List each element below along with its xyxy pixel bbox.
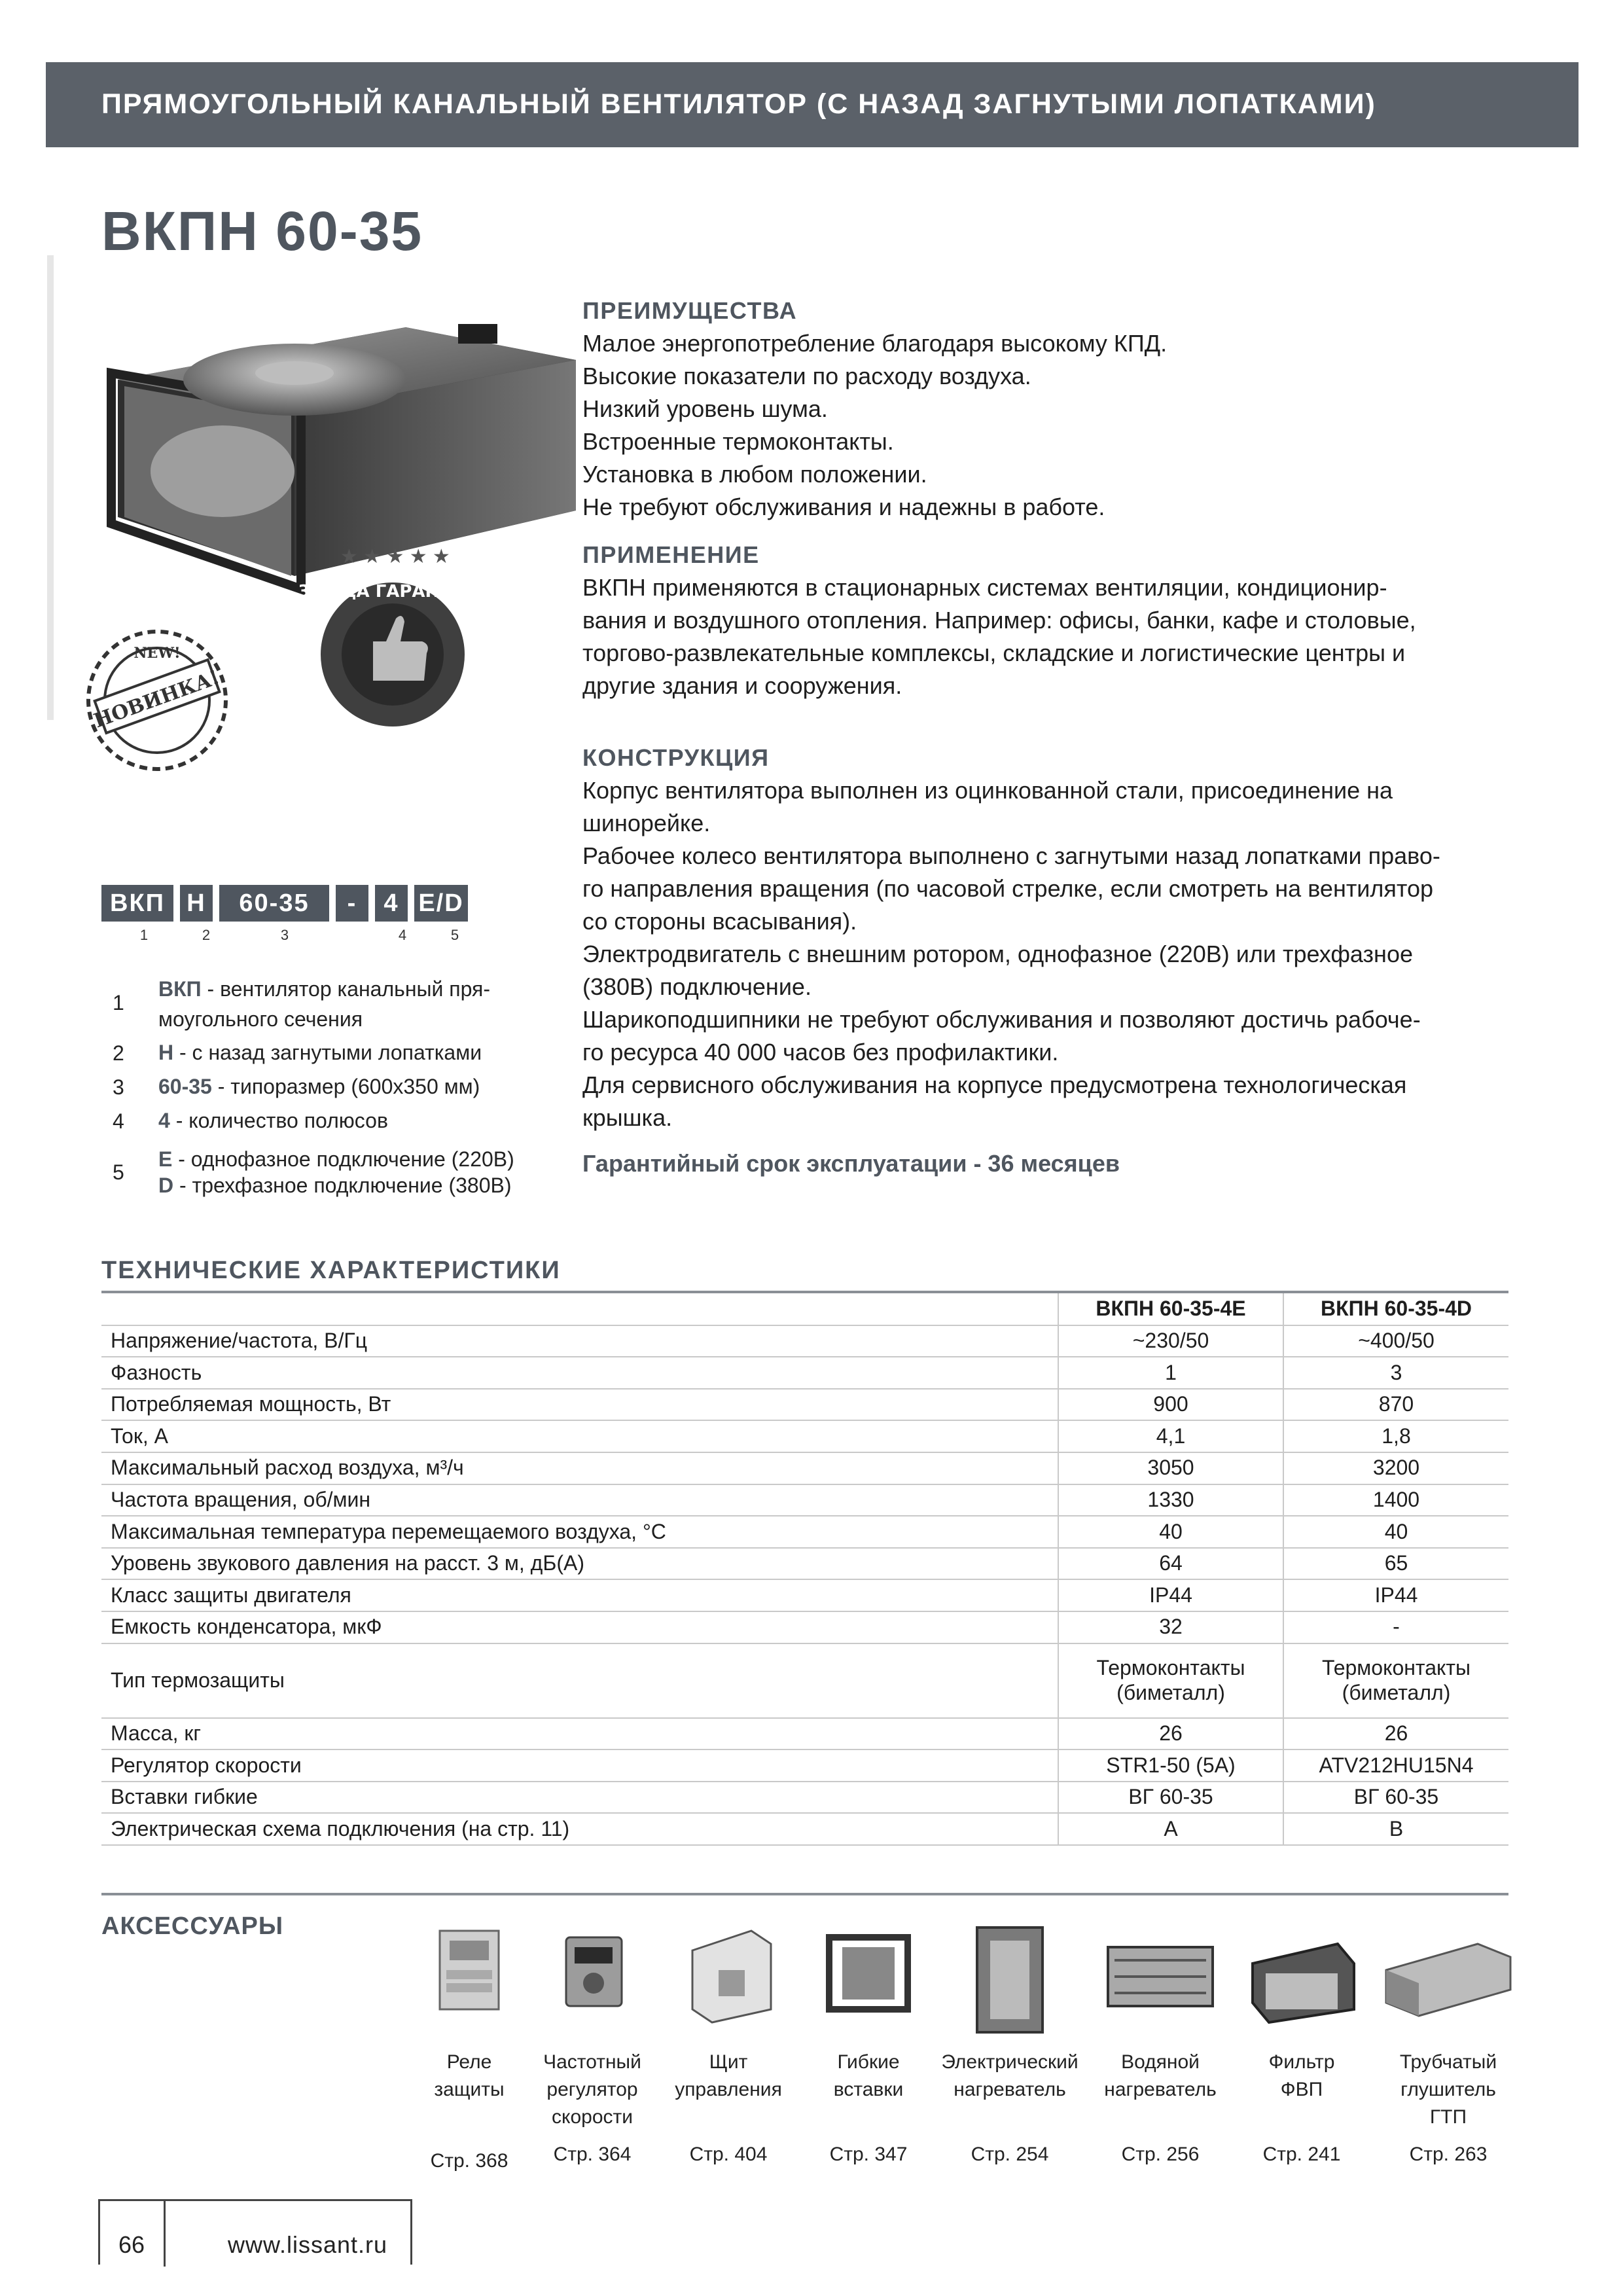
cell-value: - <box>1283 1611 1508 1643</box>
accessory-label: нагреватель <box>954 2079 1066 2100</box>
table-row <box>101 1782 1508 1814</box>
accessory-label: защиты <box>434 2079 505 2100</box>
warranty-badge <box>298 546 488 726</box>
construction-line: Электродвигатель с внешним ротором, однофазное (220В) или трехфазное <box>582 941 1413 967</box>
legend-key: ВКП <box>158 977 202 1001</box>
legend-num: 2 <box>113 1041 124 1065</box>
page-title: ВКПН 60-35 <box>101 200 423 262</box>
legend-key: 60-35 <box>158 1075 212 1098</box>
accessory-item[interactable] <box>660 1918 797 2165</box>
cell-value: 26 <box>1283 1718 1508 1750</box>
advantage-line: Высокие показатели по расходу воздуха. <box>582 363 1031 389</box>
legend-num: 4 <box>113 1109 124 1133</box>
advantages-section <box>582 295 1525 524</box>
cell-value: ATV212HU15N4 <box>1283 1749 1508 1782</box>
advantage-line: Установка в любом положении. <box>582 461 927 488</box>
construction-line: го ресурса 40 000 часов без профилактики. <box>582 1039 1059 1066</box>
table-row <box>101 1548 1508 1580</box>
accessory-label: Водяной <box>1121 2051 1200 2073</box>
cell-value <box>1058 1643 1283 1718</box>
warranty-text: 3 ГОДА ГАРАНТИИ! <box>298 582 488 601</box>
accessory-label: Реле <box>446 2051 492 2073</box>
header-title: ПРЯМОУГОЛЬНЫЙ КАНАЛЬНЫЙ ВЕНТИЛЯТОР (С НАЗАД ЗАГНУТЫМИ ЛОПАТКАМИ) <box>101 88 1376 120</box>
code-index: 2 <box>202 927 211 943</box>
row-label: Регулятор скорости <box>101 1749 1058 1782</box>
table-header-row <box>101 1293 1508 1325</box>
accessory-page-link[interactable]: Стр. 404 <box>689 2144 768 2165</box>
row-label: Максимальная температура перемещаемого воздуха, °С <box>101 1516 1058 1548</box>
header-bar <box>46 62 1578 147</box>
accessories-divider <box>101 1893 1508 1895</box>
construction-line: Для сервисного обслуживания на корпусе предусмотрена технологическая <box>582 1071 1407 1098</box>
cell-value: 900 <box>1058 1389 1283 1421</box>
legend-key: Н <box>158 1041 174 1064</box>
row-label: Масса, кг <box>101 1718 1058 1750</box>
cell-value: ВГ 60-35 <box>1283 1782 1508 1814</box>
control-panel-icon <box>673 1918 784 2036</box>
new-badge <box>88 632 226 769</box>
cell-value: 870 <box>1283 1389 1508 1421</box>
code-box-type: ВКП <box>101 885 173 922</box>
cell-value: 1 <box>1058 1357 1283 1389</box>
legend-key: 4 <box>158 1109 170 1132</box>
table-row <box>101 1389 1508 1421</box>
construction-heading: КОНСТРУКЦИЯ <box>582 744 770 771</box>
cell-value: 3 <box>1283 1357 1508 1389</box>
frequency-drive-icon <box>537 1918 648 2036</box>
accessory-label: регулятор <box>546 2079 638 2100</box>
cell-value: 26 <box>1058 1718 1283 1750</box>
table-row <box>101 1749 1508 1782</box>
water-heater-icon <box>1098 1918 1222 2036</box>
filter-icon <box>1240 1918 1364 2036</box>
code-box-poles: 4 <box>375 885 408 922</box>
column-header: ВКПН 60-35-4E <box>1058 1293 1283 1325</box>
construction-line: го направления вращения (по часовой стрелке, если смотреть на вентилятор <box>582 875 1434 902</box>
legend-desc: - количество полюсов <box>169 1109 388 1132</box>
cell-value: 1330 <box>1058 1484 1283 1516</box>
accessory-page-link[interactable]: Стр. 256 <box>1121 2144 1200 2165</box>
row-label: Класс защиты двигателя <box>101 1579 1058 1611</box>
cell-value: 1,8 <box>1283 1420 1508 1452</box>
code-index: 4 <box>398 927 407 943</box>
accessory-label: скорости <box>551 2106 633 2128</box>
application-line: ВКПН применяются в стационарных системах вентиляции, кондиционир- <box>582 574 1387 601</box>
legend-desc: - с назад загнутыми лопатками <box>173 1041 482 1064</box>
construction-line: крышка. <box>582 1104 673 1131</box>
application-line: торгово-развлекательные комплексы, складские и логистические центры и <box>582 639 1406 666</box>
accessory-item[interactable] <box>1092 1918 1229 2165</box>
legend-desc: - вентилятор канальный пря-моугольного сечения <box>158 977 490 1031</box>
accessory-label: ФВП <box>1280 2079 1323 2100</box>
accessory-label: управления <box>675 2079 782 2100</box>
cell-value: STR1-50 (5A) <box>1058 1749 1283 1782</box>
code-box-blades: Н <box>180 885 213 922</box>
construction-line: Корпус вентилятора выполнен из оцинкованной стали, присоединение на <box>582 777 1393 804</box>
cell-value: B <box>1283 1813 1508 1845</box>
cell-value: 32 <box>1058 1611 1283 1643</box>
table-row <box>101 1516 1508 1548</box>
accessory-page-link[interactable]: Стр. 347 <box>829 2144 908 2165</box>
accessory-label: Щит <box>709 2051 748 2073</box>
new-badge-ring-text: NEW! <box>134 645 181 662</box>
flexible-insert-icon <box>813 1918 924 2036</box>
construction-line: Шарикоподшипники не требуют обслуживания и позволяют достичь рабоче- <box>582 1006 1421 1033</box>
specs-heading: ТЕХНИЧЕСКИЕ ХАРАКТЕРИСТИКИ <box>101 1257 561 1284</box>
row-label: Уровень звукового давления на расст. 3 м, дБ(А) <box>101 1548 1058 1580</box>
footer <box>98 2199 412 2265</box>
cell-line: (биметалл) <box>1342 1680 1451 1704</box>
product-photo <box>79 288 576 779</box>
row-label: Фазность <box>101 1357 1058 1389</box>
accessory-page-link[interactable]: Стр. 368 <box>430 2150 508 2172</box>
legend-desc: - трехфазное подключение (380В) <box>173 1174 512 1197</box>
table-row <box>101 1325 1508 1357</box>
row-label: Емкость конденсатора, мкФ <box>101 1611 1058 1643</box>
row-label: Тип термозащиты <box>101 1643 1058 1718</box>
table-row <box>101 1579 1508 1611</box>
legend-key: D <box>158 1174 174 1197</box>
table-row <box>101 1611 1508 1643</box>
advantage-line: Низкий уровень шума. <box>582 395 828 422</box>
left-divider <box>47 255 54 720</box>
legend-num: 5 <box>113 1160 124 1184</box>
code-index: 3 <box>280 927 289 943</box>
accessory-item[interactable] <box>941 1918 1079 2165</box>
accessory-page-link[interactable]: Стр. 263 <box>1409 2144 1488 2165</box>
cell-value: 64 <box>1058 1548 1283 1580</box>
advantage-line: Малое энергопотребление благодаря высокому КПД. <box>582 330 1168 357</box>
accessory-item[interactable] <box>524 1918 661 2165</box>
row-label: Напряжение/частота, В/Гц <box>101 1325 1058 1357</box>
table-row <box>101 1643 1508 1718</box>
cell-value: A <box>1058 1813 1283 1845</box>
legend-desc: - однофазное подключение (220В) <box>172 1147 514 1171</box>
accessories-heading: АКСЕССУАРЫ <box>101 1912 284 1940</box>
advantages-heading: ПРЕИМУЩЕСТВА <box>582 297 798 324</box>
construction-section <box>582 742 1525 1180</box>
construction-line: (380В) подключение. <box>582 973 812 1000</box>
cell-value: 4,1 <box>1058 1420 1283 1452</box>
table-row <box>101 1452 1508 1484</box>
cell-value <box>1283 1643 1508 1718</box>
accessory-item[interactable] <box>1380 1918 1517 2165</box>
cell-value: ~230/50 <box>1058 1325 1283 1357</box>
accessory-label: Гибкие <box>837 2051 900 2073</box>
accessory-label: Электрический <box>941 2051 1079 2073</box>
row-label: Электрическая схема подключения (на стр. 11) <box>101 1813 1058 1845</box>
cell-value: 40 <box>1283 1516 1508 1548</box>
advantage-line: Встроенные термоконтакты. <box>582 428 894 455</box>
relay-icon <box>414 1918 525 2036</box>
cell-line: (биметалл) <box>1116 1680 1225 1704</box>
accessory-label: нагреватель <box>1104 2079 1217 2100</box>
table-row <box>101 1718 1508 1750</box>
accessory-label: глушитель <box>1400 2079 1496 2100</box>
cell-value: 3200 <box>1283 1452 1508 1484</box>
accessory-label: Трубчатый <box>1399 2051 1497 2073</box>
row-label: Максимальный расход воздуха, м³/ч <box>101 1452 1058 1484</box>
row-label: Частота вращения, об/мин <box>101 1484 1058 1516</box>
application-section <box>582 539 1525 702</box>
table-row <box>101 1357 1508 1389</box>
code-box-dash: - <box>336 885 368 922</box>
accessory-page-link[interactable]: Стр. 364 <box>553 2144 632 2165</box>
page-number: 66 <box>118 2231 145 2258</box>
cell-value: IP44 <box>1058 1579 1283 1611</box>
footer-divider <box>164 2201 166 2267</box>
table-row <box>101 1813 1508 1845</box>
cell-value: 1400 <box>1283 1484 1508 1516</box>
column-header: ВКПН 60-35-4D <box>1283 1293 1508 1325</box>
cell-value: 65 <box>1283 1548 1508 1580</box>
accessory-label: Фильтр <box>1268 2051 1335 2073</box>
construction-line: со стороны всасывания). <box>582 908 857 935</box>
code-index: 1 <box>139 927 149 943</box>
code-box-size: 60-35 <box>219 885 329 922</box>
code-index: 5 <box>450 927 459 943</box>
legend-desc: - типоразмер (600х350 мм) <box>211 1075 480 1098</box>
accessory-page-link[interactable]: Стр. 241 <box>1262 2144 1341 2165</box>
cell-line: Термоконтакты <box>1096 1655 1245 1679</box>
website-link[interactable]: www.lissant.ru <box>228 2231 388 2258</box>
application-line: вания и воздушного отопления. Например: офисы, банки, кафе и столовые, <box>582 607 1416 634</box>
cell-value: IP44 <box>1283 1579 1508 1611</box>
application-line: другие здания и сооружения. <box>582 672 902 699</box>
guarantee-text: Гарантийный срок эксплуатации - 36 месяцев <box>582 1150 1120 1177</box>
specs-table <box>101 1293 1508 1846</box>
accessory-item[interactable] <box>1233 1918 1370 2165</box>
cell-value: 40 <box>1058 1516 1283 1548</box>
cell-value: ~400/50 <box>1283 1325 1508 1357</box>
advantage-line: Не требуют обслуживания и надежны в работе. <box>582 493 1105 520</box>
accessory-item[interactable] <box>800 1918 937 2165</box>
silencer-icon <box>1380 1918 1517 2036</box>
cell-line: Термоконтакты <box>1321 1655 1471 1679</box>
accessory-item[interactable] <box>401 1918 538 2172</box>
electric-heater-icon <box>954 1918 1065 2036</box>
row-label: Вставки гибкие <box>101 1782 1058 1814</box>
code-box-phase: E/D <box>414 885 468 922</box>
row-label: Потребляемая мощность, Вт <box>101 1389 1058 1421</box>
cell-value: ВГ 60-35 <box>1058 1782 1283 1814</box>
star-icon: ★ ★ ★ ★ ★ <box>340 546 450 567</box>
table-row <box>101 1484 1508 1516</box>
cell-value: 3050 <box>1058 1452 1283 1484</box>
table-row <box>101 1420 1508 1452</box>
application-heading: ПРИМЕНЕНИЕ <box>582 541 760 568</box>
accessory-label: ГТП <box>1429 2106 1467 2128</box>
accessory-label: вставки <box>833 2079 904 2100</box>
legend-num: 1 <box>113 991 124 1014</box>
legend-num: 3 <box>113 1075 124 1099</box>
accessory-page-link[interactable]: Стр. 254 <box>971 2144 1049 2165</box>
construction-line: Рабочее колесо вентилятора выполнено с загнутыми назад лопатками право- <box>582 842 1440 869</box>
row-label: Ток, А <box>101 1420 1058 1452</box>
legend-key: E <box>158 1147 173 1171</box>
accessory-label: Частотный <box>543 2051 641 2073</box>
model-code <box>101 885 468 922</box>
construction-line: шинорейке. <box>582 810 711 836</box>
new-badge-label: НОВИНКА! <box>90 666 223 733</box>
